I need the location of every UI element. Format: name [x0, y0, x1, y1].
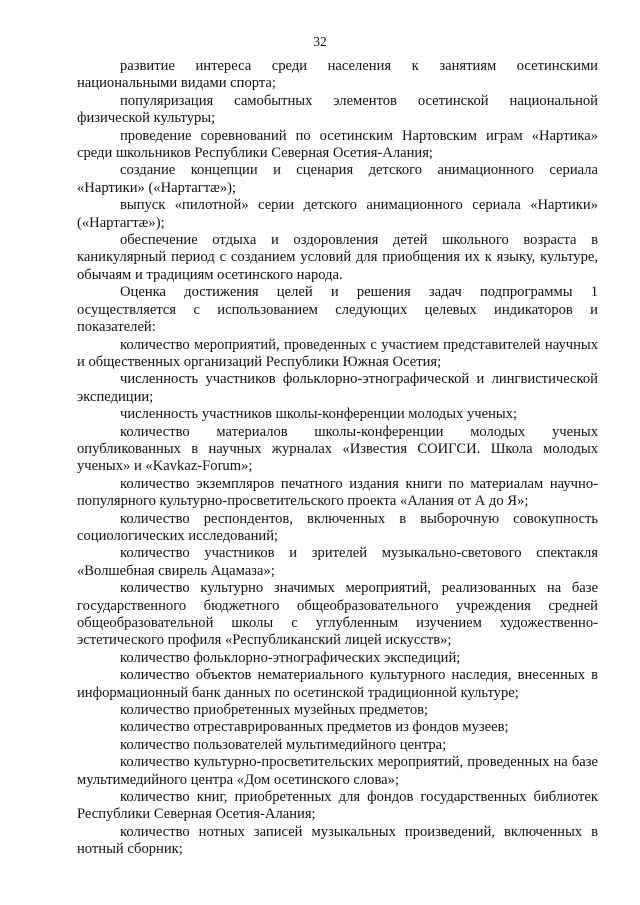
page-number: 32: [313, 34, 327, 49]
paragraph-3: проведение соревнований по осетинским Нартовским играм «Нартика» среди школьников Республики Северная Осетия-Алания;: [77, 127, 598, 162]
paragraph-6: обеспечение отдыха и оздоровления детей школьного возраста в каникулярный период с созданием условий для приобщения их к языку, культуре, обычаям и традициям осетинского народа.: [77, 232, 598, 283]
paragraph-9: численность участников фольклорно-этнографической и лингвистической экспедиции;: [77, 371, 598, 405]
paragraph-20: количество пользователей мультимедийного центра;: [120, 736, 447, 753]
paragraph-17: количество объектов нематериального культурного наследия, внесенных в информационный банк данных по осетинской традиционной культуре;: [77, 667, 598, 701]
paragraph-14: количество участников и зрителей музыкально-светового спектакля «Волшебная свирель Ацамаза»;: [77, 545, 598, 579]
paragraph-5: выпуск «пилотной» серии детского анимационного сериала «Нартики» («Нартагтæ»);: [77, 197, 598, 231]
paragraph-23: количество нотных записей музыкальных произведений, включенных в нотный сборник;: [77, 823, 598, 858]
paragraph-12: количество экземпляров печатного издания книги по материалам научно-популярного культурно-просветительского проекта «Алания от А до Я»;: [77, 475, 598, 510]
paragraph-11: количество материалов школы-конференции молодых ученых опубликованных в научных журналах «Известия СОИГСИ. Школа молодых ученых» и «Kavkaz-Forum»;: [77, 423, 598, 475]
paragraph-13: количество респондентов, включенных в выборочную совокупность социологических исследований;: [77, 510, 598, 544]
paragraph-18: количество приобретенных музейных предметов;: [120, 702, 429, 719]
paragraph-1: развитие интереса среди населения к занятиям осетинскими национальными видами спорта;: [77, 58, 598, 92]
paragraph-4: создание концепции и сценария детского анимационного сериала «Нартики» («Нартагтæ»);: [77, 162, 598, 196]
paragraph-10: численность участников школы-конференции молодых ученых;: [120, 406, 518, 423]
paragraph-21: количество культурно-просветительских мероприятий, проведенных на базе мультимедийного центра «Дом осетинского слова»;: [77, 754, 598, 788]
paragraph-2: популяризация самобытных элементов осетинской национальной физической культуры;: [77, 92, 598, 127]
paragraph-22: количество книг, приобретенных для фондов государственных библиотек Республики Северная Осетия-Алания;: [77, 789, 598, 823]
paragraph-15: количество культурно значимых мероприятий, реализованных на базе государственного бюджетного общеобразовательного учреждения средней общеобразовательной школы с углубленным изучением художественно-эстетического профиля «Республиканский лицей искусств»;: [77, 580, 598, 649]
paragraph-8: количество мероприятий, проведенных с участием представителей научных и общественных организаций Республики Южная Осетия;: [77, 336, 598, 370]
paragraph-7: Оценка достижения целей и решения задач подпрограммы 1 осуществляется с использованием следующих целевых индикаторов и показателей:: [77, 284, 598, 336]
paragraph-16: количество фольклорно-этнографических экспедиций;: [120, 649, 461, 666]
body-text: [77, 58, 598, 859]
paragraph-19: количество отреставрированных предметов из фондов музеев;: [120, 719, 509, 736]
